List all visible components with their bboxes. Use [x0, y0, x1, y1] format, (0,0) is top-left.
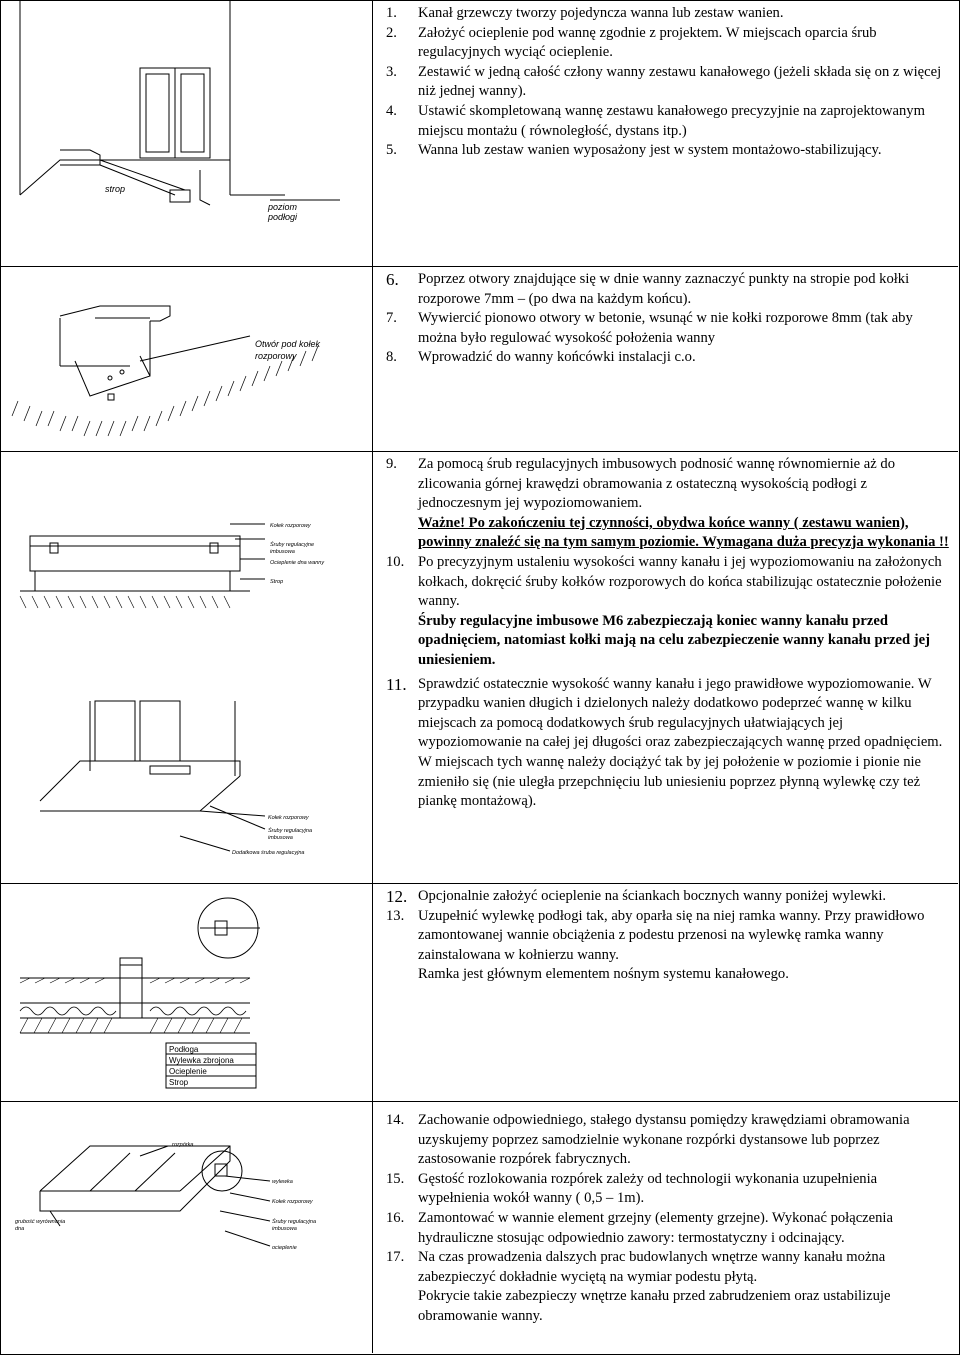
step-13: 13. Uzupełnić wylewkę podłogi tak, aby oparła się na niej ramka wanny. Przy prawidłowo zamontowanej wannie obciążenia z podestu przenosi na wylewkę ramka wanny zainstalowana w kołnierzu wanny. Ramka jest głównym elementem nośnym systemu kanałowego. [386, 907, 925, 983]
label-kolek: Kołek rozporowy [272, 1199, 313, 1205]
label-dodatkowa: Dodatkowa śruba regulacyjna [232, 850, 305, 856]
label-wylewka: wylewka [272, 1179, 293, 1185]
figure-leveling [0, 451, 373, 883]
step-4: 4. Ustawić skompletowaną wannę zestawu kanałowego precyzyjnie na zaprojektowanym miejscu montażu ( równoległość, dystans itp.) [386, 102, 925, 139]
step-10-bold: Śruby regulacyjne imbusowe M6 zabezpieczają koniec wanny kanału przed opadnięciem, natomiast kołki mają na celu zabezpieczenie wanny kanału przed jej uniesieniem. [418, 612, 930, 668]
step-6: 6. Poprzez otwory znajdujące się w dnie wanny zaznaczyć punkty na stropie pod kołki rozporowe 7mm – (po dwa na każdym końcu). [386, 270, 910, 307]
anchor-holes-drawing [0, 266, 372, 451]
figure-trench-placement [0, 0, 373, 266]
steps-list-9-11 [378, 455, 950, 812]
step-14: 14. Zachowanie odpowiedniego, stałego dystansu pomiędzy krawędziami obramowania uzyskujemy poprzez samodzielnie wykonane rozpórki dystansowe lub poprzez zastosowanie rozpórek fabrycznych. [386, 1112, 910, 1168]
step-5: 5. Wanna lub zestaw wanien wyposażony jest w system montażowo-stabilizujący. [386, 142, 882, 159]
figure-cross-section [0, 883, 373, 1101]
step-15: 15. Gęstość rozlokowania rozpórek zależy od technologii wykonania uzupełnienia wypełnienia wokół wanny ( 0,5 – 1m). [386, 1170, 878, 1207]
step-9-warning: Ważne! Po zakończeniu tej czynności, obydwa końce wanny ( zestawu wanien), powinny znaleźć się na tym samym poziomie. Wymagana duża precyzja wykonania !! [418, 514, 949, 551]
steps-1-5-text [378, 4, 950, 161]
legend-ocieplenie: Ocieplenie [169, 1067, 207, 1076]
legend-podloga: Podłoga [169, 1045, 199, 1054]
trench-placement-drawing [0, 0, 372, 266]
step-12: 12. Opcjonalnie założyć ocieplenie na ściankach bocznych wanny poniżej wylewki. [386, 887, 887, 906]
section-steps-9-11 [0, 451, 958, 884]
label-sruby-4: imbusowa [268, 835, 293, 841]
label-strop: Strop [270, 579, 284, 585]
label-ocieplenie-dna: Ocieplenie dna wanny [270, 560, 325, 566]
step-1: 1. Kanał grzewczy tworzy pojedyncza wanna lub zestaw wanien. [386, 5, 784, 21]
label-ocieplenie: ocieplenie [272, 1245, 297, 1251]
steps-14-17-text [378, 1111, 950, 1327]
leveling-drawing [0, 451, 372, 883]
step-3: 3. Zestawić w jedną całość człony wanny zestawu kanałowego (jeżeli składa się on z więcej niż jednej wanny). [386, 63, 942, 100]
label-grubosc-1: grubość wyrównania [15, 1219, 66, 1225]
steps-list-6-8 [378, 270, 950, 368]
label-strop: strop [105, 184, 126, 194]
steps-12-13-text [378, 887, 950, 985]
label-podlogi: podłogi [268, 212, 298, 222]
step-8: 8. Wprowadzić do wanny końcówki instalacji c.o. [386, 349, 696, 366]
label-sruby-1: Śruby regulacyjna [272, 1219, 317, 1225]
label-sruby-3: Śruby regulacyjna [268, 828, 313, 834]
steps-list-12-13 [378, 887, 950, 985]
steps-9-11-text [378, 455, 950, 812]
section-steps-14-17 [0, 1101, 958, 1353]
label-kolek: Kołek rozporowy [270, 523, 311, 529]
steps-list-1-5 [378, 4, 950, 161]
label-poziom: poziom [268, 202, 298, 212]
steps-6-8-text [378, 270, 950, 368]
figure-spacers [0, 1101, 373, 1353]
legend-wylewka: Wylewka zbrojona [169, 1056, 234, 1065]
label-rozporka: rozpórka [172, 1142, 194, 1148]
steps-list-14-17 [378, 1111, 950, 1327]
label-otwor-line2: rozporowy [255, 351, 297, 361]
step-9: 9. Za pomocą śrub regulacyjnych imbusowych podnosić wannę równomiernie aż do zlicowania górnej krawędzi obramowania z ostateczną wysokością podłogi z jednoczesnym jej wypoziomowaniem. Ważne! Po zakończeniu tej czynności, obydwa końce wanny ( zestawu wanien), powinny znaleźć się na tym samym poziomie. Wymagana duża precyzja wykonania !! [378, 455, 950, 553]
label-grubosc-2: dna [15, 1226, 25, 1232]
step-10: 10. Po precyzyjnym ustaleniu wysokości wanny kanału i jej wypoziomowaniu na założonych kołkach, dokręcić śruby kołków rozporowych do końca stabilizując ostatecznie położenie wanny. Śruby regulacyjne imbusowe M6 zabezpieczają koniec wanny kanału przed opadnięciem, natomiast kołki mają na celu zabezpieczenie wanny kanału przed jej uniesieniem. [378, 553, 950, 671]
step-17: 17. Na czas prowadzenia dalszych prac budowlanych wnętrze wanny kanału można zabezpieczyć dokładnie wyciętą na wymiar podestu płytą. Pokrycie takie zabezpieczy wnętrze kanału przed zabrudzeniem oraz ustabilizuje obramowanie wanny. [386, 1249, 891, 1324]
label-sruby-2: imbusowa [272, 1226, 297, 1232]
step-2: 2. Założyć ocieplenie pod wannę zgodnie z projektem. W miejscach oparcia śrub regulacyjnych wyciąć ocieplenie. [386, 24, 877, 61]
label-otwor-line1: Otwór pod kołek [255, 339, 321, 349]
section-steps-6-8 [0, 266, 958, 452]
label-sruby-2: imbusowa [270, 549, 295, 555]
step-11: 11. Sprawdzić ostatecznie wysokość wanny kanału i jego prawidłowe wypoziomowanie. W przypadku wanien długich i dzielonych należy dodatkowo podeprzeć wannę w kilku miejscach za pomocą dodatkowych śrub regulacyjnych ułatwiających jej wypoziomowanie na całej jej długości oraz zabezpieczających wannę przed opadnięciem. W miejscach tych wannę należy dociążyć tak by jej położenie w poziomie i pionie nie zmieniło się (nie uległa przepchnięciu lub uniesieniu poprzez płynną wylewkę czy też piankę montażową). [386, 674, 943, 810]
figure-anchor-holes [0, 266, 373, 451]
step-16: 16. Zamontować w wannie element grzejny (elementy grzejne). Wykonać połączenia hydrauliczne stosując odpowiednio zawory: termostatyczny i odcinający. [386, 1209, 893, 1246]
section-steps-12-13 [0, 883, 958, 1102]
cross-section-drawing [0, 883, 372, 1101]
spacers-drawing [0, 1101, 372, 1353]
step-7: 7. Wywiercić pionowo otwory w betonie, wsunąć w nie kołki rozporowe 8mm (tak aby można było regulować wysokość położenia wanny [386, 310, 913, 346]
label-kolek-2: Kołek rozporowy [268, 815, 309, 821]
section-steps-1-5 [0, 0, 958, 267]
label-sruby-1: Śruby regulacyjne [270, 542, 315, 548]
legend-strop: Strop [169, 1078, 189, 1087]
